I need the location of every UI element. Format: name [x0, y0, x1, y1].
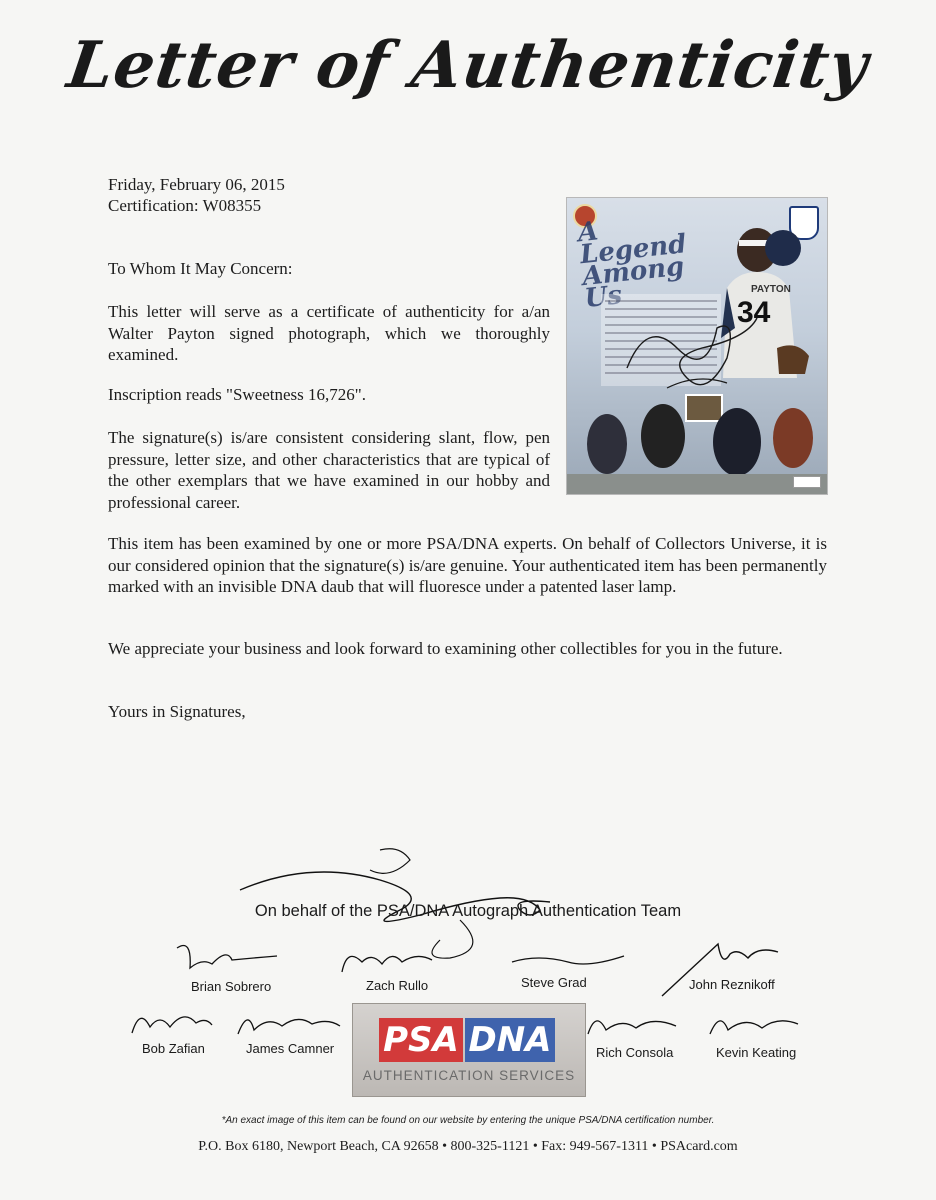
logo-subtitle: AUTHENTICATION SERVICES	[362, 1068, 576, 1083]
action-photos	[567, 398, 827, 494]
psa-logo-text: PSA	[379, 1018, 463, 1062]
paragraph-examination: This item has been examined by one or more PSA/DNA experts. On behalf of Collectors Universe, it is our considered opinion that the signature(s) is/are genuine. Your authenticated item has been permanently marked with an invisible DNA daub that will fluoresce under a patented laser lamp.	[108, 534, 827, 596]
paragraph-signature-analysis: The signature(s) is/are consistent considering slant, flow, pen pressure, letter size, and other characteristics that are typical of the other exemplars that we have examined in our hobby and professional career.	[108, 428, 550, 512]
greeting: To Whom It May Concern:	[108, 259, 293, 278]
jersey-name: PAYTON	[751, 284, 791, 295]
letter-date: Friday, February 06, 2015	[108, 175, 285, 194]
name-james-camner: James Camner	[246, 1041, 335, 1056]
name-john-reznikoff: John Reznikoff	[689, 977, 775, 992]
name-steve-grad: Steve Grad	[521, 975, 587, 990]
paragraph-appreciation: We appreciate your business and look forward to examining other collectibles for you in the future.	[108, 639, 783, 658]
paragraph-intro: This letter will serve as a certificate of authenticity for a/an Walter Payton signed photograph, which we thoroughly examined.	[108, 302, 550, 364]
photo-title: A Legend Among Us	[576, 216, 688, 315]
signature-rich-consola	[584, 1008, 680, 1040]
certification-number: Certification: W08355	[108, 196, 262, 215]
team-statement: On behalf of the PSA/DNA Autograph Authentication Team	[254, 902, 682, 920]
name-zach-rullo: Zach Rullo	[366, 978, 429, 993]
signature-brian-sobrero	[172, 938, 282, 978]
name-bob-zafian: Bob Zafian	[142, 1041, 205, 1056]
signature-zach-rullo	[332, 942, 442, 978]
jersey-number: 34	[737, 296, 771, 329]
signature-kevin-keating	[706, 1008, 802, 1040]
psa-dna-logo	[352, 1003, 586, 1097]
signature-james-camner	[232, 1004, 344, 1040]
closing: Yours in Signatures,	[108, 702, 246, 721]
name-kevin-keating: Kevin Keating	[716, 1045, 797, 1060]
paragraph-inscription: Inscription reads "Sweetness 16,726".	[108, 385, 366, 404]
signature-bob-zafian	[126, 1003, 216, 1039]
disclaimer: *An exact image of this item can be found on our website by entering the unique PSA/DNA certification number.	[221, 1115, 715, 1126]
dna-logo-text: DNA	[465, 1018, 555, 1062]
footer-address: P.O. Box 6180, Newport Beach, CA 92658 • 800-325-1121 • Fax: 949-567-1311 • PSAcard.com	[198, 1139, 738, 1154]
signature-steve-grad	[508, 948, 628, 974]
name-brian-sobrero: Brian Sobrero	[191, 979, 272, 994]
letter-meta	[108, 174, 285, 216]
item-photograph	[566, 197, 828, 495]
name-rich-consola: Rich Consola	[596, 1045, 674, 1060]
letter-title: Letter of Authenticity	[62, 28, 874, 103]
psa-hologram-sticker	[793, 476, 821, 488]
